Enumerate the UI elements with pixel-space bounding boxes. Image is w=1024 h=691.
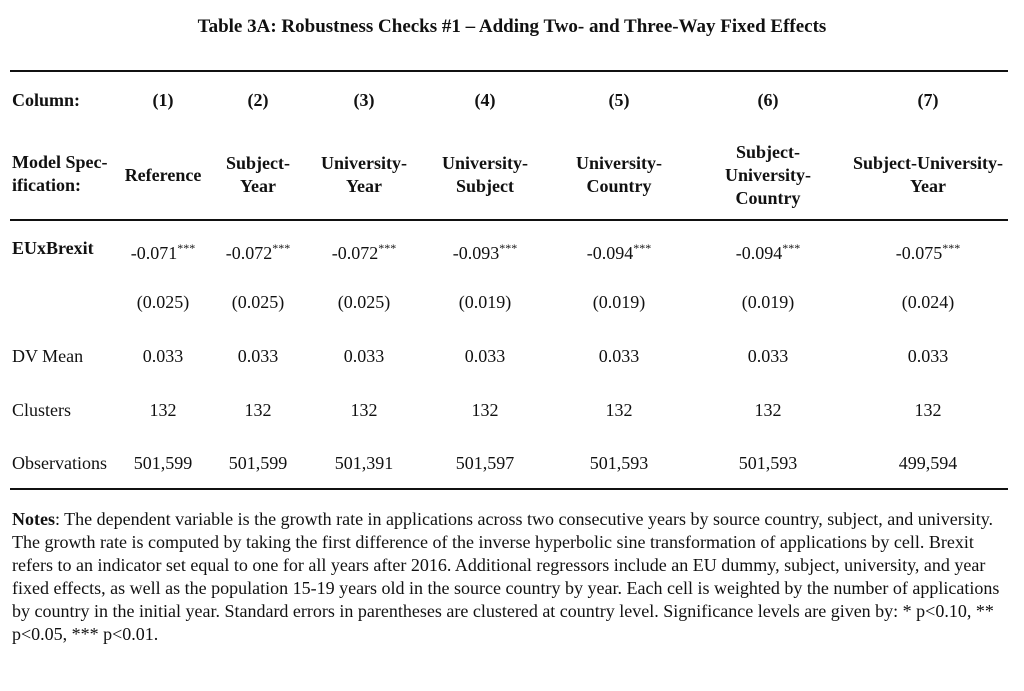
observations-value-2: 501,599: [228, 453, 288, 473]
se-value-6: (0.019): [741, 292, 795, 312]
significance-stars: ***: [633, 241, 652, 255]
dv-mean-value-4: 0.033: [464, 346, 506, 366]
model-spec-6: [698, 141, 838, 210]
dv-mean-value-6: 0.033: [747, 346, 789, 366]
model-spec-line: Subject-: [226, 153, 290, 173]
se-value-7: (0.024): [901, 292, 955, 312]
model-spec-4: [420, 152, 550, 198]
table-title: Table 3A: Robustness Checks #1 – Adding Two- and Three-Way Fixed Effects: [197, 16, 827, 37]
model-spec-line: Reference: [124, 164, 202, 185]
clusters-value-5: 132: [605, 400, 633, 420]
se-value-3: (0.025): [337, 292, 391, 312]
coef-number: -0.071: [130, 243, 178, 263]
significance-stars: ***: [378, 241, 397, 255]
coef-value-3: [309, 237, 419, 264]
coef-number: -0.094: [586, 243, 634, 263]
model-spec-line: University-: [321, 153, 407, 173]
clusters-value-4: 132: [471, 400, 499, 420]
spec-label: Model Spec- ification:: [12, 152, 108, 195]
model-spec-line: Year: [240, 176, 276, 196]
model-spec-line: University-: [576, 153, 662, 173]
column-number-1: (1): [152, 90, 174, 110]
model-spec-line: University-: [725, 164, 811, 185]
column-number-2: (2): [247, 90, 269, 110]
significance-stars: ***: [782, 241, 801, 255]
model-spec-3: [299, 152, 429, 198]
clusters-value-1: 132: [149, 400, 177, 420]
model-spec-5: [549, 152, 689, 198]
observations-value-7: 499,594: [898, 453, 958, 473]
column-number-4: (4): [474, 90, 496, 110]
se-value-1: (0.025): [136, 292, 190, 312]
se-value-5: (0.019): [592, 292, 646, 312]
dv-mean-value-7: 0.033: [907, 346, 949, 366]
coef-value-2: [213, 237, 303, 264]
se-value-2: (0.025): [231, 292, 285, 312]
model-spec-line: Country: [735, 187, 801, 208]
dv-mean-value-5: 0.033: [598, 346, 640, 366]
clusters-value-7: 132: [914, 400, 942, 420]
column-number-7: (7): [917, 90, 939, 110]
significance-stars: ***: [942, 241, 961, 255]
coef-label: EUxBrexit: [12, 238, 94, 258]
table-notes: [12, 508, 1007, 646]
column-number-5: (5): [608, 90, 630, 110]
significance-stars: ***: [272, 241, 291, 255]
model-spec-line: Subject: [456, 176, 514, 196]
notes-text: : The dependent variable is the growth rate in applications across two consecutive years by source country, subject, and university. The growth rate is computed by taking the first difference of the inverse hyperbolic sine transformation of applications by cell. Brexit refers to an indicator set equal to one for all years after 2016. Additional regressors include an EU dummy, subject, university, and year fixed effects, as well as the population 15-19 years old in the source country by year. Each cell is weighted by the number of applications by country in the initial year. Standard errors in parentheses are clustered at country level. Significance levels are given by: * p<0.10, ** p<0.05, *** p<0.01.: [12, 509, 1000, 644]
model-spec-line: Subject-University-: [853, 153, 1003, 173]
observations-value-1: 501,599: [133, 453, 193, 473]
coef-number: -0.072: [331, 243, 379, 263]
dv-mean-value-3: 0.033: [343, 346, 385, 366]
obs-label: Observations: [12, 453, 107, 473]
bottom-rule: [10, 488, 1008, 490]
observations-value-3: 501,391: [334, 453, 394, 473]
coef-number: -0.075: [895, 243, 943, 263]
dv-mean-value-1: 0.033: [142, 346, 184, 366]
model-spec-line: University-: [442, 153, 528, 173]
observations-value-4: 501,597: [455, 453, 515, 473]
coef-value-6: [708, 237, 828, 264]
model-spec-7: [833, 152, 1023, 198]
dv-label: DV Mean: [12, 346, 84, 366]
clusters-value-3: 132: [350, 400, 378, 420]
model-spec-line: Country: [586, 176, 652, 196]
se-value-4: (0.019): [458, 292, 512, 312]
model-spec-2: [203, 152, 313, 198]
column-number-3: (3): [353, 90, 375, 110]
clusters-label: Clusters: [12, 400, 72, 420]
coef-value-7: [843, 237, 1013, 264]
clusters-value-6: 132: [754, 400, 782, 420]
column-number-6: (6): [757, 90, 779, 110]
column-label: Column:: [12, 90, 81, 110]
notes-label: Notes: [12, 509, 55, 529]
significance-stars: ***: [177, 241, 196, 255]
model-spec-line: Subject-: [736, 141, 800, 162]
header-rule: [10, 219, 1008, 221]
model-spec-line: Year: [910, 176, 946, 196]
coef-number: -0.093: [452, 243, 500, 263]
dv-mean-value-2: 0.033: [237, 346, 279, 366]
clusters-value-2: 132: [244, 400, 272, 420]
top-rule: [10, 70, 1008, 72]
coef-value-1: [113, 237, 213, 264]
observations-value-5: 501,593: [589, 453, 649, 473]
significance-stars: ***: [499, 241, 518, 255]
coef-value-5: [559, 237, 679, 264]
coef-number: -0.072: [225, 243, 273, 263]
model-spec-line: Year: [346, 176, 382, 196]
observations-value-6: 501,593: [738, 453, 798, 473]
coef-value-4: [430, 237, 540, 264]
coef-number: -0.094: [735, 243, 783, 263]
